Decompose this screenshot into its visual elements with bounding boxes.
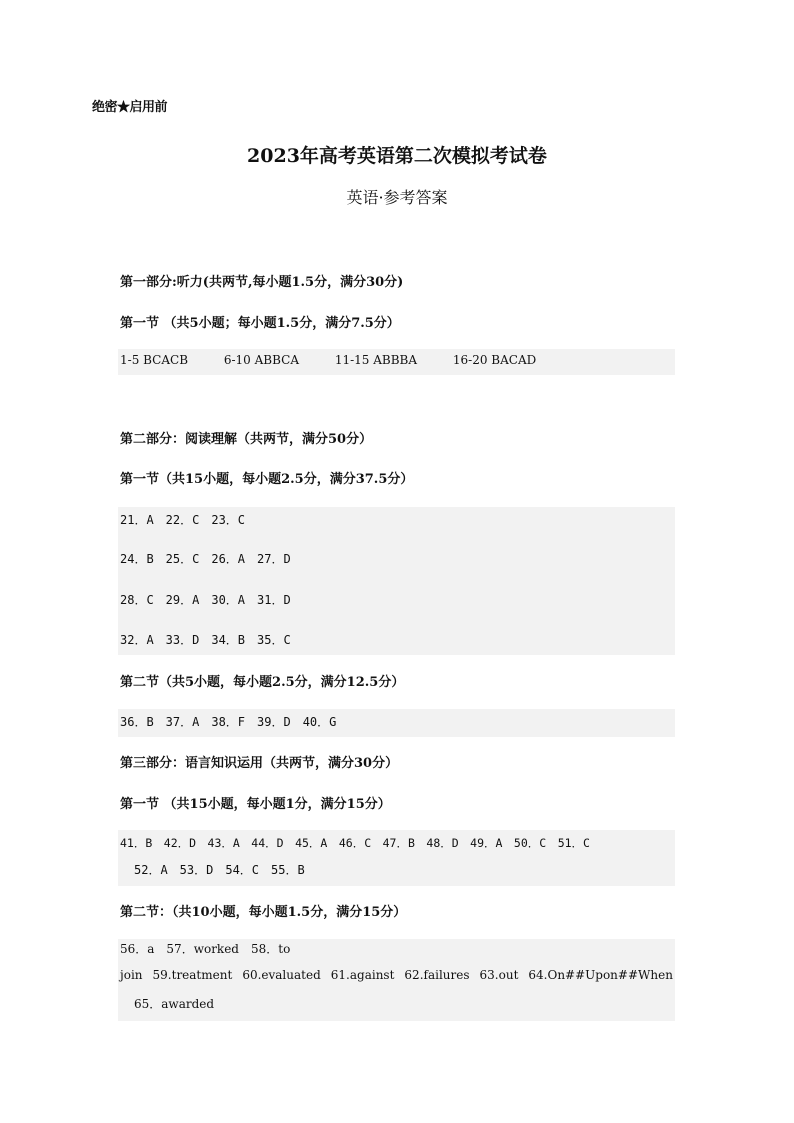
answer-group: 16-20 BACAD <box>452 353 537 367</box>
part2-section1-heading: 第一节（共15小题，每小题2.5分，满分37.5分） <box>120 472 414 487</box>
answer-row: 65．awarded <box>134 997 215 1011</box>
answer-item: 63.out <box>479 968 519 982</box>
answer-row: 56．a 57．worked 58．to <box>120 942 291 956</box>
part3-section2-heading: 第二节：（共10小题，每小题1.5分，满分15分） <box>120 905 407 920</box>
answer-item: 61.against <box>330 968 395 982</box>
page-subtitle: 英语·参考答案 <box>346 188 448 207</box>
answer-row <box>120 968 673 982</box>
part2-heading: 第二部分：阅读理解（共两节，满分50分） <box>120 432 373 447</box>
answer-row: 32．A 33．D 34．B 35．C <box>120 633 291 647</box>
answer-item: 64.On##Upon##When <box>528 968 673 982</box>
answer-row: 52．A 53．D 54．C 55．B <box>134 863 305 877</box>
answer-item: 59.treatment <box>152 968 233 982</box>
answer-item: join <box>120 968 143 982</box>
answer-group: 6-10 ABBCA <box>223 353 300 367</box>
answer-row: 24．B 25．C 26．A 27．D <box>120 552 291 566</box>
answer-row: 36．B 37．A 38．F 39．D 40．G <box>120 715 337 729</box>
answer-group: 1-5 BCACB <box>120 353 189 367</box>
confidential-label: 绝密★启用前 <box>92 100 168 115</box>
answer-item: 60.evaluated <box>242 968 321 982</box>
answer-row-listening <box>120 353 536 367</box>
answer-group: 11-15 ABBBA <box>334 353 418 367</box>
part1-heading: 第一部分:听力(共两节,每小题1.5分，满分30分) <box>120 275 404 290</box>
answer-row: 28．C 29．A 30．A 31．D <box>120 593 291 607</box>
page-title: 2023年高考英语第二次模拟考试卷 <box>247 145 547 167</box>
answer-row: 21．A 22．C 23．C <box>120 513 246 527</box>
part3-heading: 第三部分：语言知识运用（共两节，满分30分） <box>120 756 399 771</box>
part3-section1-heading: 第一节 （共15小题，每小题1分，满分15分） <box>120 797 391 812</box>
part1-section1-heading: 第一节 （共5小题；每小题1.5分，满分7.5分） <box>120 316 400 331</box>
answer-item: 62.failures <box>404 968 470 982</box>
part2-section2-heading: 第二节（共5小题，每小题2.5分，满分12.5分） <box>120 675 405 690</box>
answer-row: 41．B 42．D 43．A 44．D 45．A 46．C 47．B 48．D 49．A 50．C 51．C <box>120 836 590 850</box>
